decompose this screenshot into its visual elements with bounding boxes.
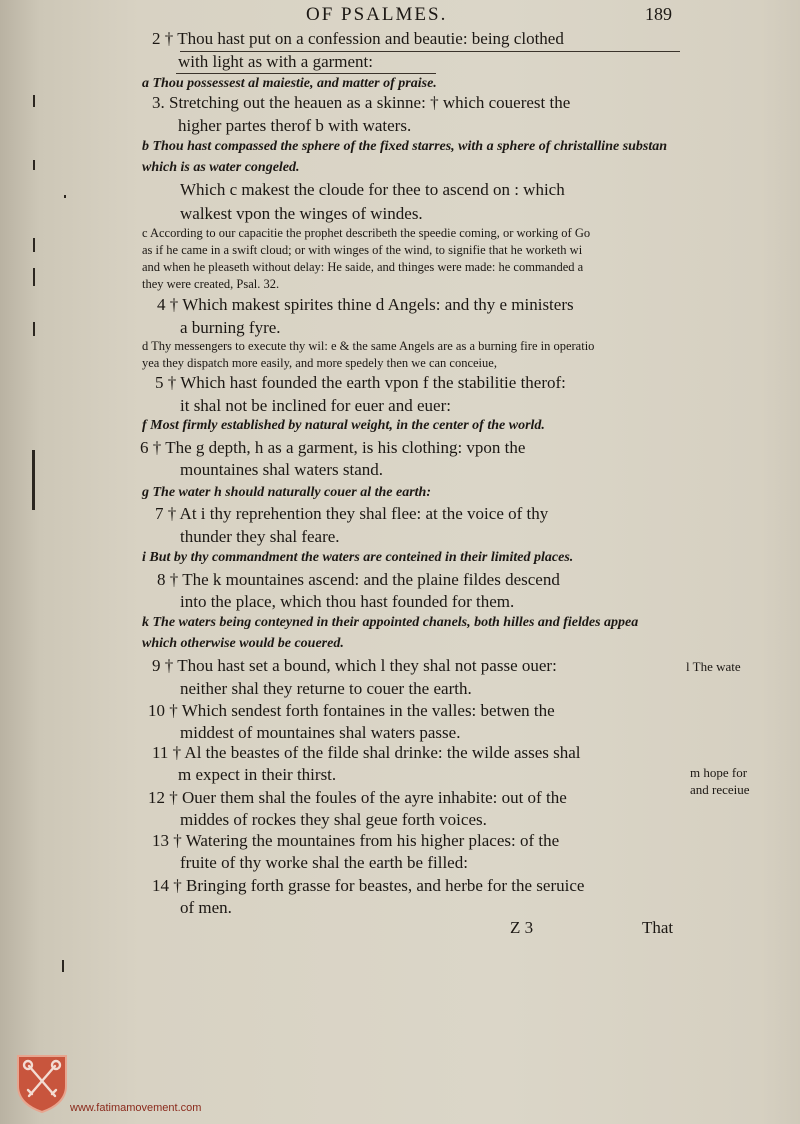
verse-line: 8 † The k mountaines ascend: and the plaine fildes descend: [157, 570, 560, 589]
gutter-mark: [33, 160, 35, 170]
keys-shield-icon: [14, 1052, 70, 1114]
commentary-line: and when he pleaseth without delay: He saide, and thinges were made: he commanded a: [142, 260, 584, 274]
watermark-logo: [14, 1052, 70, 1114]
gutter-mark: [32, 450, 35, 510]
signature-mark: Z 3: [510, 918, 534, 937]
underline-mark: [176, 73, 436, 74]
verse-line: 7 † At i thy reprehention they shal flee: at the voice of thy: [155, 504, 549, 523]
annotation-line: which otherwise would be couered.: [142, 636, 344, 651]
catchword: That: [642, 918, 674, 937]
annotation-line: b Thou hast compassed the sphere of the fixed starres, with a sphere of christalline substan: [142, 139, 668, 154]
verse-line: into the place, which thou hast founded for them.: [180, 592, 515, 611]
verse-line: thunder they shal feare.: [180, 527, 340, 546]
verse-line: 9 † Thou hast set a bound, which l they shal not passe ouer:: [152, 656, 557, 675]
gutter-mark: [64, 195, 66, 198]
verse-line: walkest vpon the winges of windes.: [180, 204, 423, 223]
gutter-mark: [62, 960, 64, 972]
verse-line: middest of mountaines shal waters passe.: [180, 723, 461, 742]
commentary-line: yea they dispatch more easily, and more spedely then we can conceiue,: [142, 356, 497, 370]
verse-line: Which c makest the cloude for thee to ascend on : which: [180, 180, 565, 199]
watermark-url: www.fatimamovement.com: [70, 1102, 202, 1114]
gutter-mark: [33, 268, 35, 286]
verse-line: 12 † Ouer them shal the foules of the ayre inhabite: out of the: [148, 788, 567, 807]
verse-line: fruite of thy worke shal the earth be filled:: [180, 853, 468, 872]
verse-line: higher partes therof b with waters.: [178, 116, 412, 135]
verse-line: 13 † Watering the mountaines from his higher places: of the: [152, 831, 560, 850]
annotation-line: f Most firmly established by natural weight, in the center of the world.: [142, 418, 545, 433]
gutter-mark: [33, 238, 35, 252]
commentary-line: as if he came in a swift cloud; or with winges of the wind, to signifie that he worketh wi: [142, 243, 583, 257]
verse-line: a burning fyre.: [180, 318, 281, 337]
verse-line: 5 † Which hast founded the earth vpon f the stabilitie therof:: [155, 373, 566, 392]
verse-line: 10 † Which sendest forth fontaines in the valles: betwen the: [148, 701, 555, 720]
verse-line: neither shal they returne to couer the earth.: [180, 679, 472, 698]
verse-line: middes of rockes they shal geue forth voices.: [180, 810, 487, 829]
gutter-mark: [33, 95, 35, 107]
margin-note: l The wate: [686, 659, 741, 674]
annotation-line: g The water h should naturally couer al the earth:: [142, 485, 431, 500]
verse-line: of men.: [180, 898, 232, 917]
verse-line: 4 † Which makest spirites thine d Angels: and thy e ministers: [157, 295, 574, 314]
verse-line: with light as with a garment:: [178, 52, 373, 71]
margin-note: m hope for: [690, 765, 748, 780]
verse-line: 14 † Bringing forth grasse for beastes, and herbe for the seruice: [152, 876, 585, 895]
commentary-line: they were created, Psal. 32.: [142, 277, 280, 291]
verse-line: it shal not be inclined for euer and euer:: [180, 396, 451, 415]
page-number: 189: [645, 4, 672, 24]
commentary-line: d Thy messengers to execute thy wil: e & the same Angels are as a burning fire in operatio: [142, 339, 595, 353]
running-head-title: OF PSALMES.: [306, 4, 448, 25]
annotation-line: k The waters being conteyned in their appointed chanels, both hilles and fieldes appea: [142, 615, 639, 630]
verse-line: m expect in their thirst.: [178, 765, 337, 784]
annotation-line: i But by thy commandment the waters are conteined in their limited places.: [142, 550, 574, 565]
verse-line: 11 † Al the beastes of the filde shal drinke: the wilde asses shal: [152, 743, 581, 762]
gutter-mark: [33, 322, 35, 336]
margin-note: and receiue: [690, 782, 750, 797]
annotation-line: which is as water congeled.: [142, 160, 300, 175]
verse-line: 3. Stretching out the heauen as a skinne: † which couerest the: [152, 93, 571, 112]
verse-line: 6 † The g depth, h as a garment, is his clothing: vpon the: [140, 438, 526, 457]
verse-line: 2 † Thou hast put on a confession and beautie: being clothed: [152, 29, 564, 48]
annotation-line: a Thou possessest al maiestie, and matter of praise.: [142, 76, 437, 91]
verse-line: mountaines shal waters stand.: [180, 460, 384, 479]
commentary-line: c According to our capacitie the prophet describeth the speedie coming, or working of Go: [142, 226, 591, 240]
